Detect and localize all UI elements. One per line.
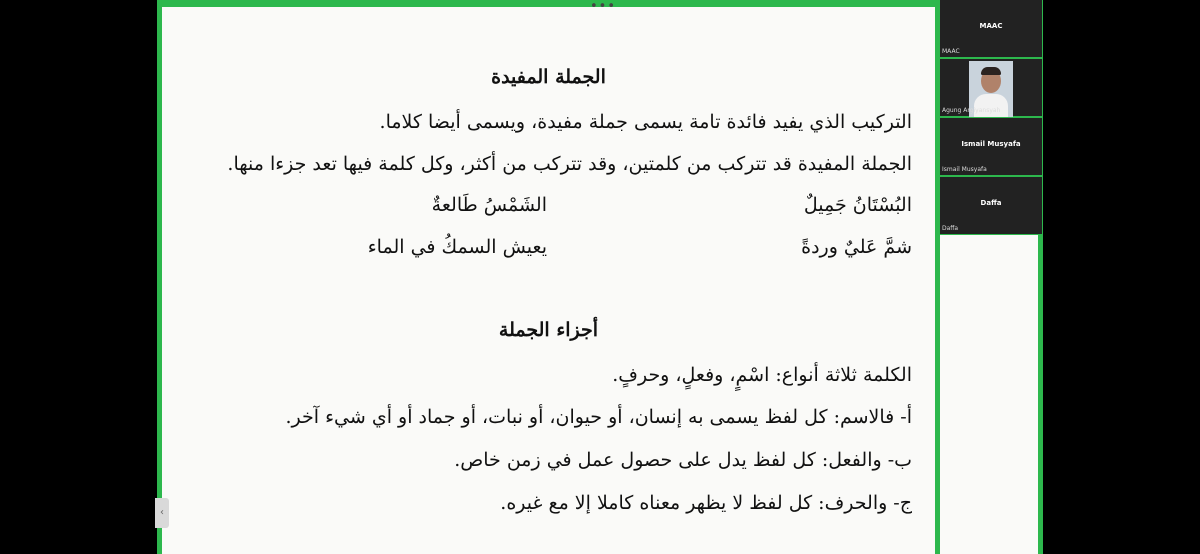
participant-tile[interactable] [940, 118, 1042, 175]
side-panel-toggle[interactable]: ‹ [155, 498, 169, 528]
item-particle: ج- والحرف: كل لفظ لا يظهر معناه كاملا إلا مع غيره. [500, 492, 912, 514]
heading-useful-sentence: الجملة المفيدة [491, 66, 606, 88]
participant-tile[interactable] [940, 0, 1042, 57]
item-verb: ب- والفعل: كل لفظ يدل على حصول عمل في زمن خاص. [454, 449, 912, 471]
participant-display-name: MAAC [979, 22, 1003, 30]
paragraph-1: التركيب الذي يفيد فائدة تامة يسمى جملة مفيدة، ويسمى أيضا كلاما. [379, 111, 912, 133]
heading-sentence-parts: أجزاء الجملة [498, 319, 599, 341]
paragraph-3: الكلمة ثلاثة أنواع: اسْمٍ، وفعلٍ، وحرفٍ. [612, 364, 912, 386]
example-3: شمَّ عَليٌ وردةً [801, 236, 912, 258]
participant-tile[interactable] [940, 177, 1042, 234]
participant-tile[interactable] [940, 59, 1042, 116]
paragraph-2: الجملة المفيدة قد تتركب من كلمتين، وقد تتركب من أكثر، وكل كلمة فيها تعد جزءا منها. [227, 153, 912, 175]
participant-label: Daffa [942, 225, 959, 232]
more-dots-icon[interactable]: ••• [590, 0, 617, 14]
participant-label: Agung Argiyansyah [942, 107, 1001, 114]
participant-display-name: Daffa [980, 199, 1002, 207]
item-noun: أ- فالاسم: كل لفظ يسمى به إنسان، أو حيوان، أو نبات، أو جماد أو أي شيء آخر. [285, 406, 912, 428]
example-1: البُسْتَانُ جَمِيلٌ [803, 194, 912, 216]
participant-label: Ismail Musyafa [942, 166, 987, 173]
example-4: يعيش السمكُ في الماء [367, 236, 547, 258]
participant-display-name: Ismail Musyafa [961, 140, 1021, 148]
example-2: الشَمْسُ طَالعةٌ [431, 194, 547, 216]
shared-document-edge [940, 235, 1038, 554]
participant-label: MAAC [942, 48, 960, 55]
shared-document [162, 7, 935, 554]
